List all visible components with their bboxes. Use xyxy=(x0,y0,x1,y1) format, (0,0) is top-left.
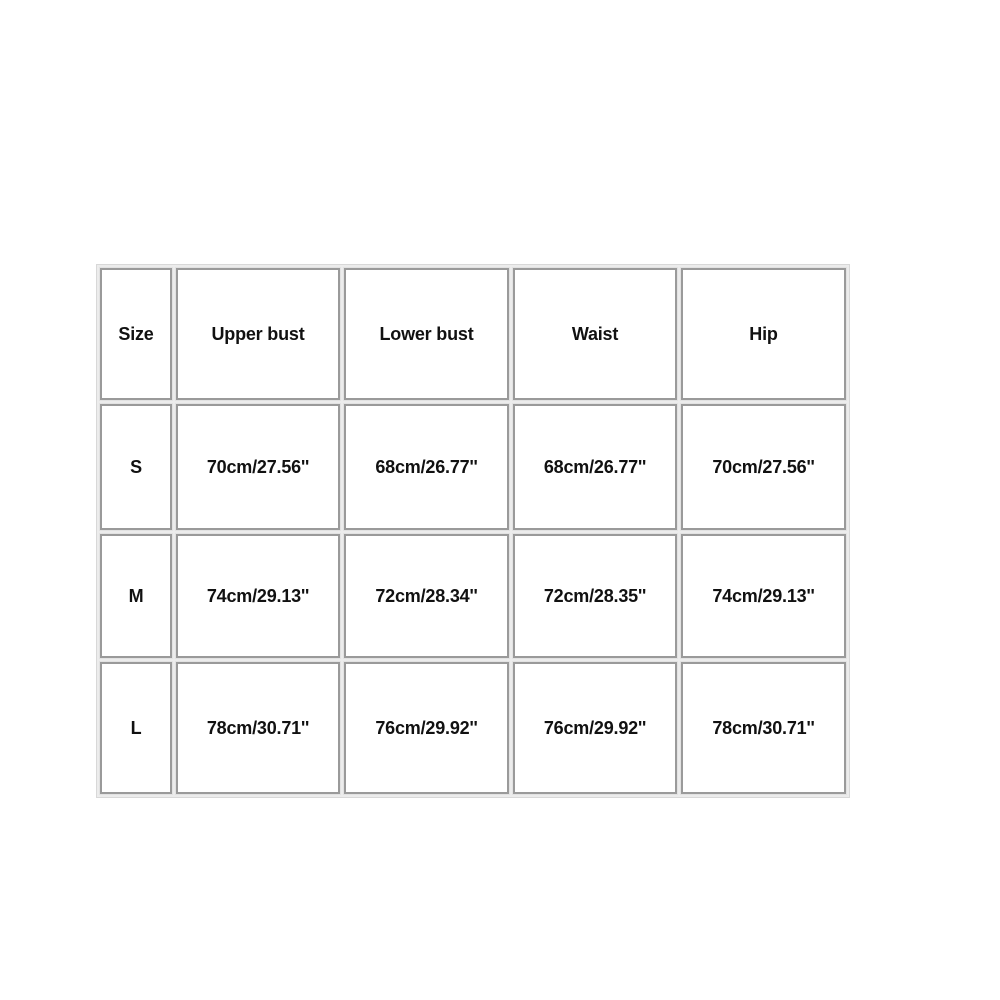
cell-l-lower-bust: 76cm/29.92'' xyxy=(344,662,509,794)
header-waist: Waist xyxy=(513,268,677,400)
size-chart-table xyxy=(96,264,850,798)
cell-size-l: L xyxy=(100,662,172,794)
cell-m-lower-bust: 72cm/28.34'' xyxy=(344,534,509,658)
cell-m-upper-bust: 74cm/29.13'' xyxy=(176,534,340,658)
header-size: Size xyxy=(100,268,172,400)
cell-size-s: S xyxy=(100,404,172,530)
cell-s-waist: 68cm/26.77'' xyxy=(513,404,677,530)
cell-s-lower-bust: 68cm/26.77'' xyxy=(344,404,509,530)
cell-m-hip: 74cm/29.13'' xyxy=(681,534,846,658)
header-upper-bust: Upper bust xyxy=(176,268,340,400)
header-lower-bust: Lower bust xyxy=(344,268,509,400)
cell-l-waist: 76cm/29.92'' xyxy=(513,662,677,794)
cell-l-hip: 78cm/30.71'' xyxy=(681,662,846,794)
cell-m-waist: 72cm/28.35'' xyxy=(513,534,677,658)
cell-l-upper-bust: 78cm/30.71'' xyxy=(176,662,340,794)
cell-size-m: M xyxy=(100,534,172,658)
cell-s-upper-bust: 70cm/27.56'' xyxy=(176,404,340,530)
cell-s-hip: 70cm/27.56'' xyxy=(681,404,846,530)
header-hip: Hip xyxy=(681,268,846,400)
